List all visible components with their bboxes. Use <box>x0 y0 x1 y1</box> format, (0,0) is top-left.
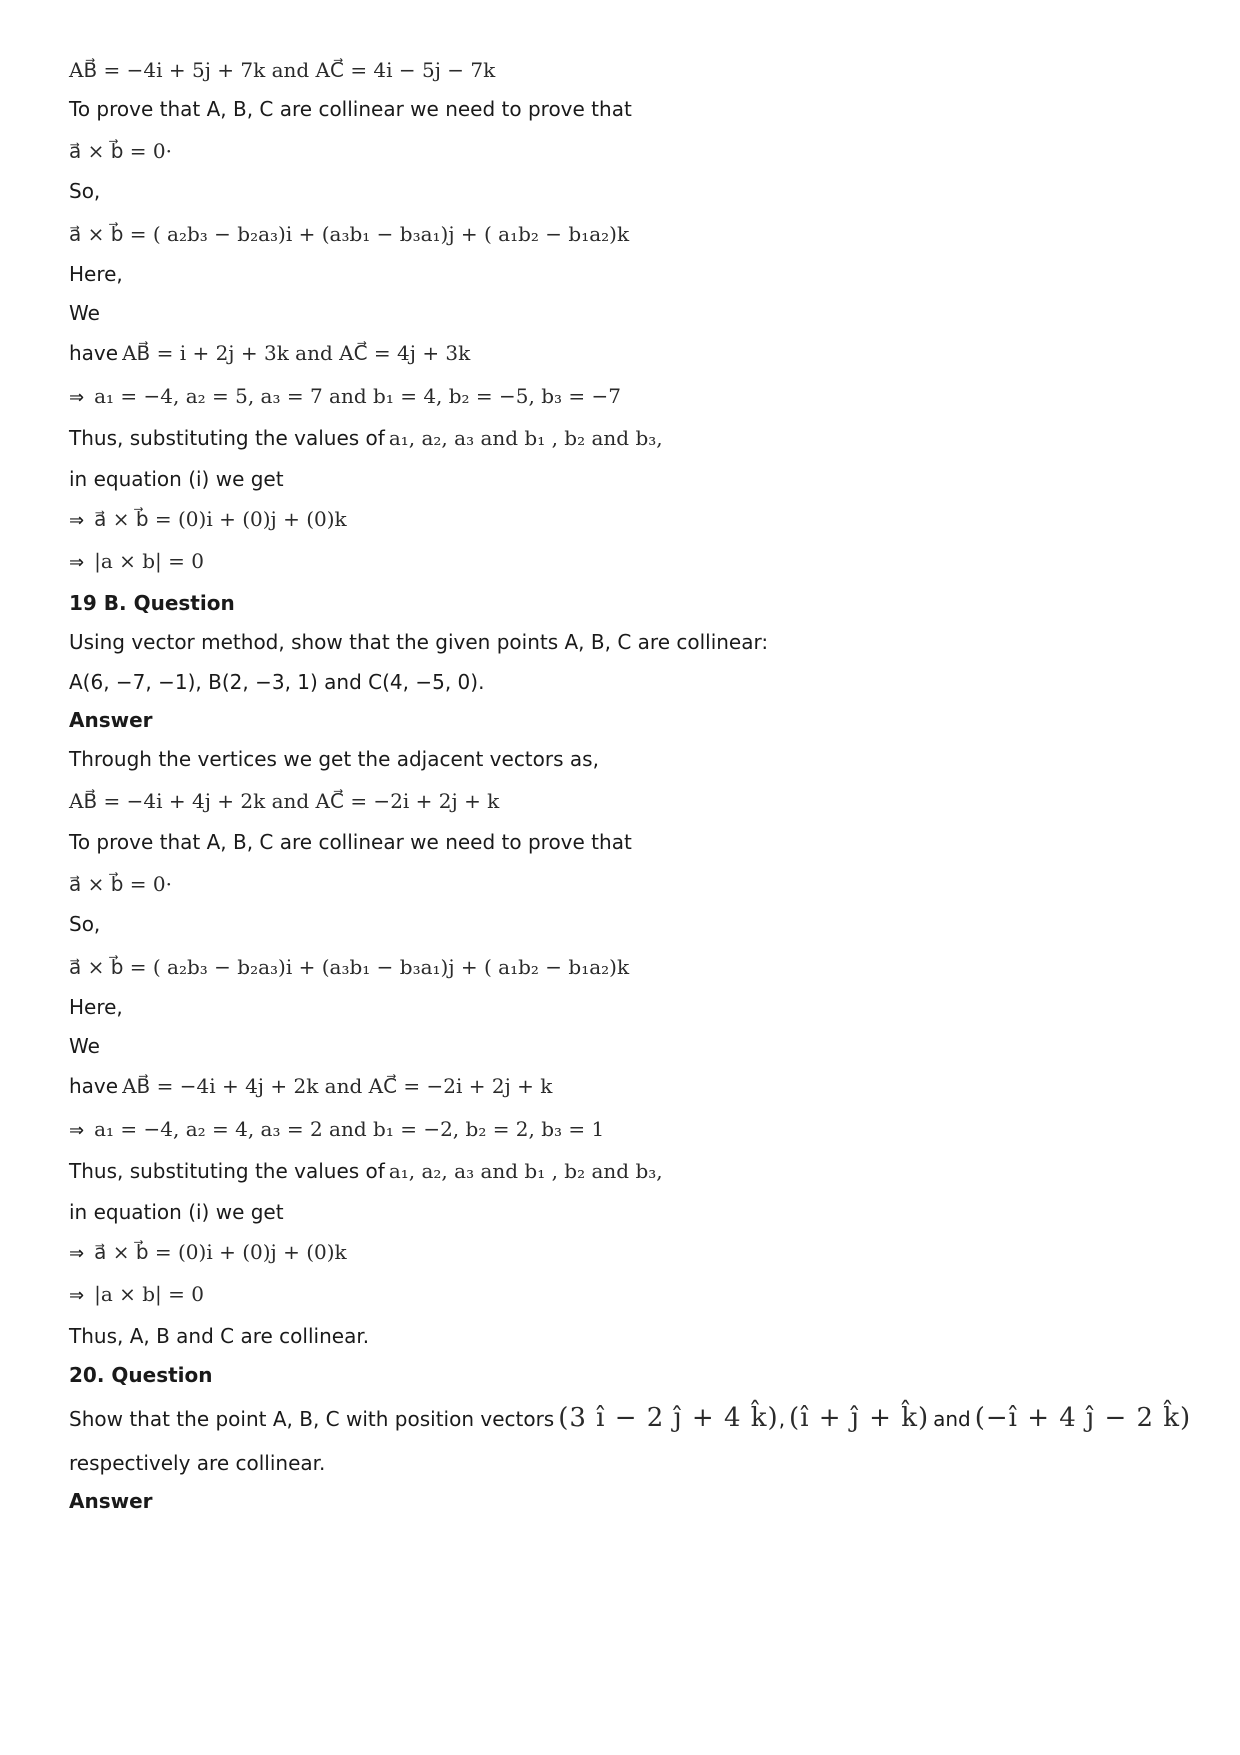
body-text: Here, <box>69 262 123 286</box>
cross-product-result: a⃗ × b⃗ = (0)i + (0)j + (0)k <box>94 1240 347 1264</box>
position-vector-c: (−î + 4 ĵ − 2 k̂) <box>974 1403 1192 1433</box>
position-vector-b: (î + ĵ + k̂) <box>789 1403 930 1433</box>
magnitude-line <box>69 1282 204 1306</box>
body-text: Thus, substituting the values of <box>69 1159 385 1183</box>
question-points: A(6, −7, −1), B(2, −3, 1) and C(4, −5, 0). <box>69 670 485 694</box>
cross-product-equation: a⃗ × b⃗ = 0· <box>69 139 172 163</box>
implies-arrow: ⇒ <box>69 387 85 408</box>
vector-equation: AB⃗ = −4i + 4j + 2k and AC⃗ = −2i + 2j + k <box>69 789 500 813</box>
component-values-line <box>69 384 621 408</box>
comma-separator: , <box>778 1407 786 1431</box>
cross-product-result: a⃗ × b⃗ = (0)i + (0)j + (0)k <box>94 507 347 531</box>
body-text: have <box>69 341 119 365</box>
question-text: Show that the point A, B, C with position vectors <box>69 1407 555 1431</box>
implies-arrow: ⇒ <box>69 510 85 531</box>
position-vector-a: (3 î − 2 ĵ + 4 k̂) <box>558 1403 779 1433</box>
body-text: To prove that A, B, C are collinear we need to prove that <box>69 830 632 854</box>
implies-arrow: ⇒ <box>69 552 85 573</box>
question-text: respectively are collinear. <box>69 1451 326 1475</box>
cross-product-formula: a⃗ × b⃗ = ( a₂b₃ − b₂a₃)i + (a₃b₁ − b₃a₁)j + ( a₁b₂ − b₁a₂)k <box>69 955 630 979</box>
body-text: We <box>69 301 100 325</box>
magnitude-line <box>69 549 204 573</box>
body-text: Here, <box>69 995 123 1019</box>
body-text: in equation (i) we get <box>69 467 284 491</box>
body-text: in equation (i) we get <box>69 1200 284 1224</box>
component-values-line <box>69 1117 604 1141</box>
body-text: So, <box>69 912 101 936</box>
implies-arrow: ⇒ <box>69 1120 85 1141</box>
component-values: a₁ = −4, a₂ = 5, a₃ = 7 and b₁ = 4, b₂ = −5, b₃ = −7 <box>94 384 622 408</box>
cross-product-equation: a⃗ × b⃗ = 0· <box>69 872 172 896</box>
implies-arrow: ⇒ <box>69 1243 85 1264</box>
magnitude-result: |a × b| = 0 <box>94 549 204 573</box>
result-line <box>69 507 347 531</box>
result-line <box>69 1240 347 1264</box>
vector-equation: AB⃗ = i + 2j + 3k and AC⃗ = 4j + 3k <box>122 341 471 365</box>
question-heading: 19 B. Question <box>69 591 235 615</box>
component-values: a₁ = −4, a₂ = 4, a₃ = 2 and b₁ = −2, b₂ = 2, b₃ = 1 <box>94 1117 605 1141</box>
body-text: Through the vertices we get the adjacent vectors as, <box>69 747 599 771</box>
vector-equation: AB⃗ = −4i + 4j + 2k and AC⃗ = −2i + 2j + k <box>122 1074 553 1098</box>
answer-label: Answer <box>69 1489 153 1513</box>
body-text: We <box>69 1034 100 1058</box>
body-text: So, <box>69 179 101 203</box>
vector-equation: AB⃗ = −4i + 5j + 7k and AC⃗ = 4i − 5j − 7k <box>69 58 496 82</box>
question-heading: 20. Question <box>69 1363 213 1387</box>
and-text: and <box>933 1407 971 1431</box>
substitution-line <box>69 425 663 451</box>
substitution-line <box>69 1158 663 1184</box>
answer-label: Answer <box>69 708 153 732</box>
conclusion-text: Thus, A, B and C are collinear. <box>69 1324 370 1348</box>
vector-equation-line <box>69 340 470 366</box>
vector-equation-line <box>69 1073 552 1099</box>
question-line <box>69 1403 1191 1433</box>
cross-product-formula: a⃗ × b⃗ = ( a₂b₃ − b₂a₃)i + (a₃b₁ − b₃a₁)j + ( a₁b₂ − b₁a₂)k <box>69 222 630 246</box>
math-variables: a₁, a₂, a₃ and b₁ , b₂ and b₃, <box>388 1159 663 1183</box>
question-text: Using vector method, show that the given points A, B, C are collinear: <box>69 630 769 654</box>
body-text: have <box>69 1074 119 1098</box>
body-text: Thus, substituting the values of <box>69 426 385 450</box>
implies-arrow: ⇒ <box>69 1285 85 1306</box>
magnitude-result: |a × b| = 0 <box>94 1282 204 1306</box>
body-text: To prove that A, B, C are collinear we need to prove that <box>69 97 632 121</box>
math-variables: a₁, a₂, a₃ and b₁ , b₂ and b₃, <box>388 426 663 450</box>
